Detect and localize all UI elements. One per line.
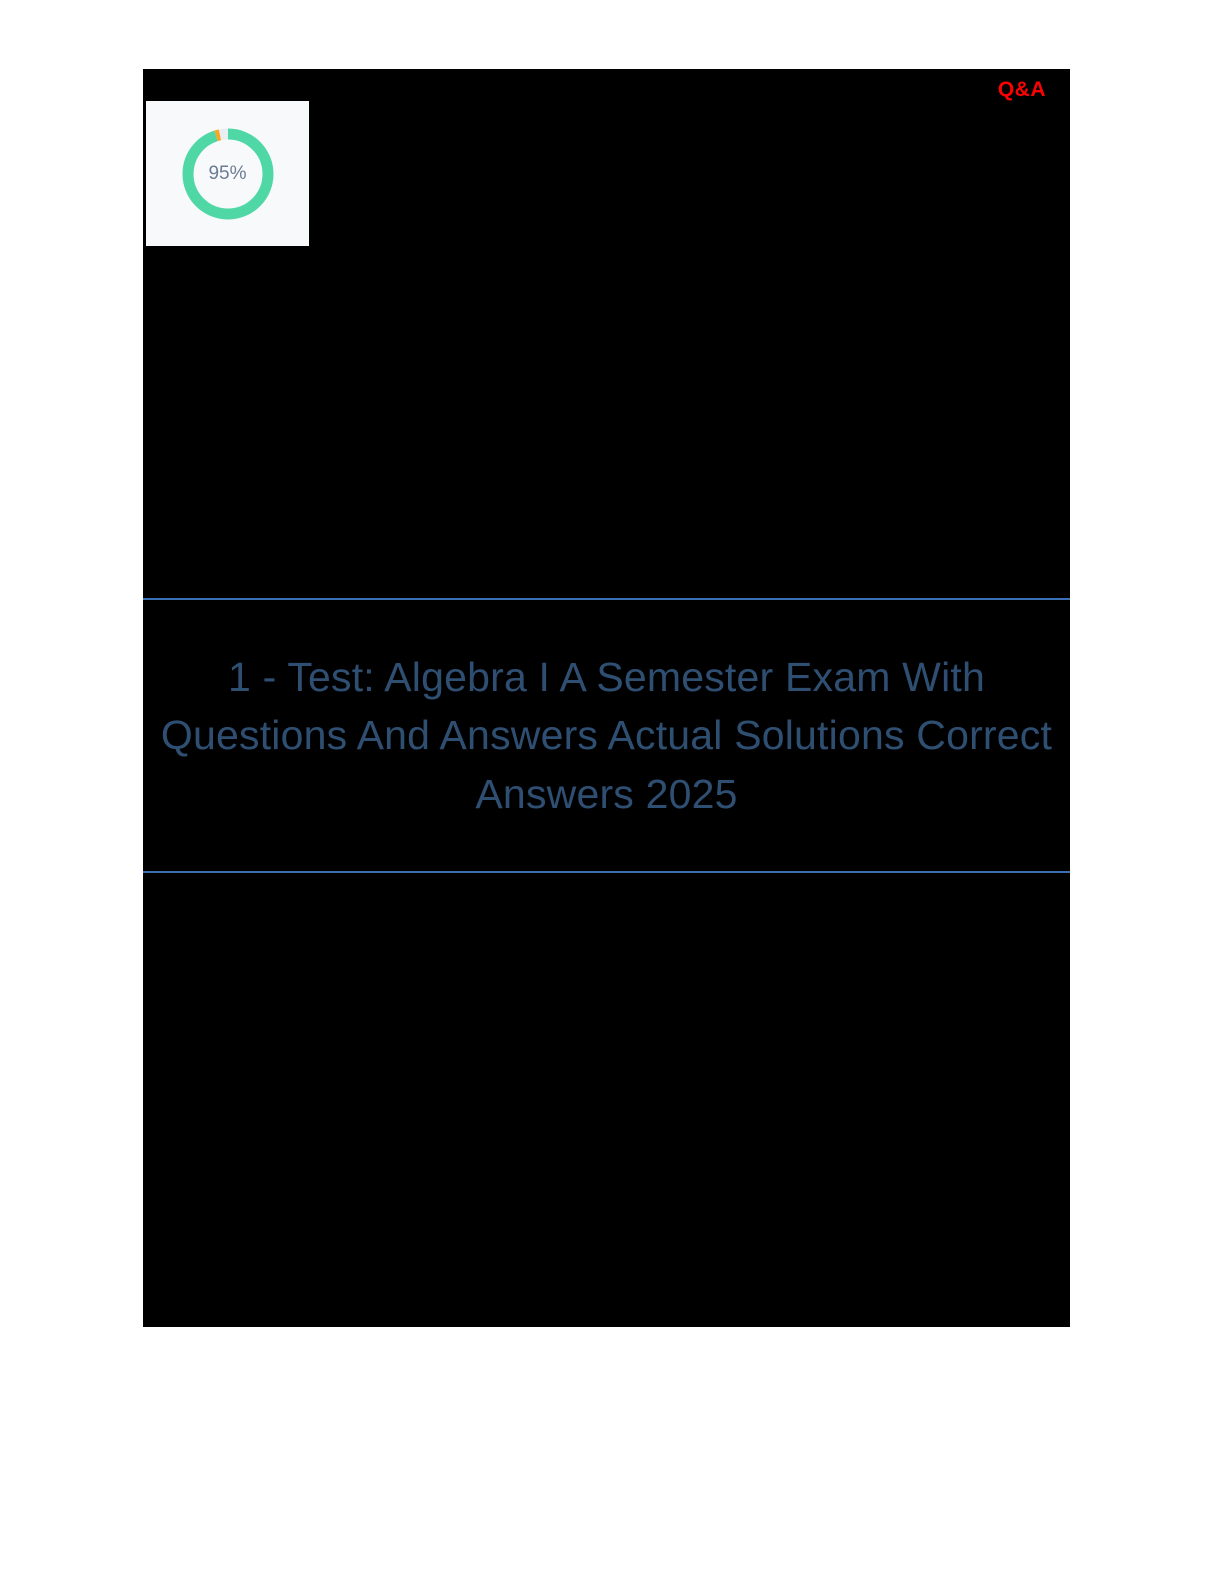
- score-value: 95%: [208, 162, 247, 184]
- page-title: 1 - Test: Algebra I A Semester Exam With Questions And Answers Actual Solutions Correct Answers 2025: [160, 653, 1053, 817]
- score-card: [146, 101, 309, 246]
- title-band: [143, 598, 1070, 873]
- score-donut: [177, 123, 279, 225]
- document-page: [143, 69, 1070, 1327]
- qa-badge: Q&A: [997, 78, 1046, 101]
